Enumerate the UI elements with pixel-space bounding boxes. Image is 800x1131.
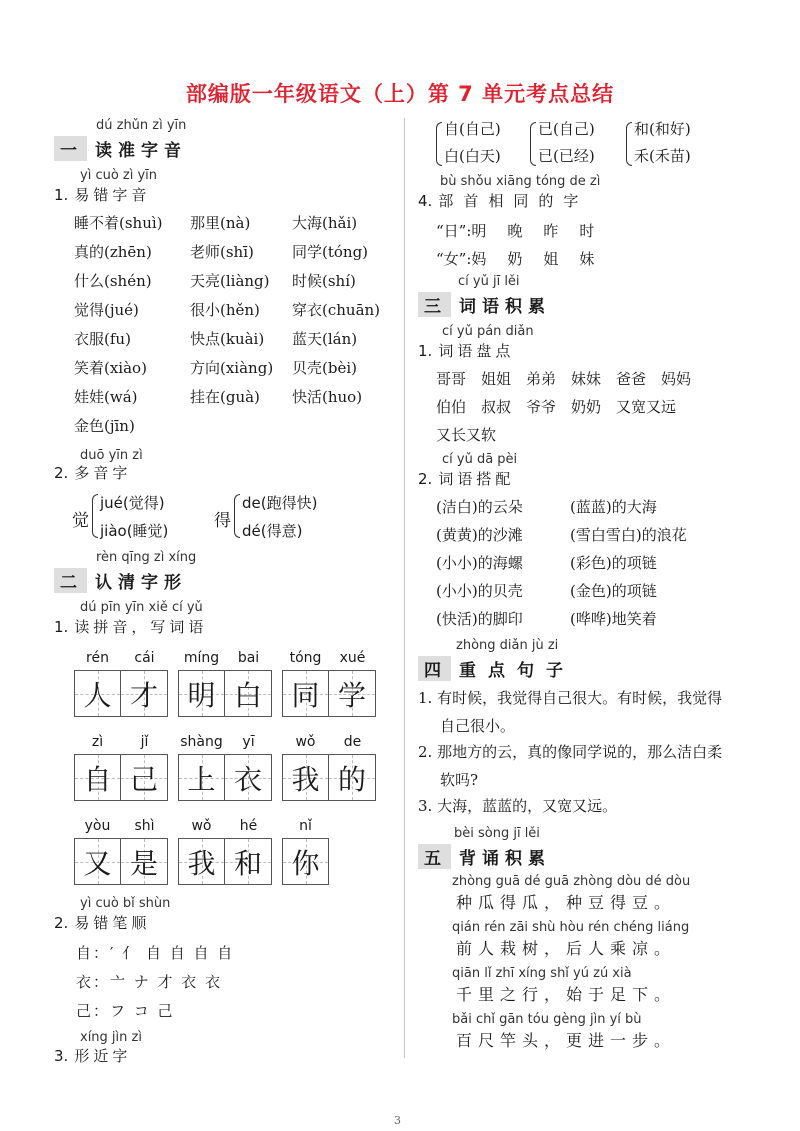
poly-jue-1: jué(觉得) bbox=[100, 494, 165, 512]
sub-1-1-pinyin: yì cuò zì yīn bbox=[80, 168, 158, 183]
word-box bbox=[74, 754, 168, 801]
poly-de-1: de(跑得快) bbox=[242, 494, 318, 512]
brace-sim-3 bbox=[626, 122, 632, 166]
cell-character: 和 bbox=[233, 846, 262, 880]
sub-2-2-title: 易错笔顺 bbox=[74, 914, 151, 932]
cell-character: 同 bbox=[291, 678, 320, 712]
sentence-1-number: 1. bbox=[418, 689, 433, 707]
sub-1-2-pinyin: duō yīn zì bbox=[80, 448, 143, 463]
sub-2-4-pinyin: bù shǒu xiāng tóng de zì bbox=[440, 174, 601, 189]
word-pair: (黄黄)的沙滩 bbox=[436, 526, 523, 544]
section-3-number: 三 bbox=[418, 292, 451, 317]
sub-3-2-pinyin: cí yǔ dā pèi bbox=[442, 452, 518, 467]
cell-pinyin: yòu bbox=[84, 818, 111, 834]
cell-character: 上 bbox=[187, 762, 216, 796]
sentence-2-line-2: 软吗? bbox=[440, 771, 479, 789]
word-pair: (哗哗)地笑着 bbox=[570, 610, 657, 628]
cell-character: 是 bbox=[129, 846, 158, 880]
sentence-2 bbox=[418, 738, 722, 794]
radical-ri-chars: 明 晚 昨 时 bbox=[471, 222, 598, 240]
section-3-title: 词语积累 bbox=[459, 297, 551, 317]
sub-2-4-heading bbox=[418, 190, 588, 211]
brace-de bbox=[234, 494, 240, 538]
word-pair: (彩色)的项链 bbox=[570, 554, 657, 572]
cell-pinyin: shì bbox=[134, 818, 155, 834]
section-1-heading bbox=[54, 136, 187, 161]
writing-cell bbox=[121, 754, 168, 801]
cell-character: 我 bbox=[187, 846, 216, 880]
section-1-title: 读准字音 bbox=[95, 141, 187, 161]
poem-line: 前人栽树，后人乘凉。 bbox=[456, 939, 677, 958]
word-box bbox=[74, 670, 168, 717]
sub-2-3-pinyin: xíng jìn zì bbox=[80, 1030, 142, 1045]
writing-cell bbox=[74, 754, 121, 801]
cell-character: 我 bbox=[291, 762, 320, 796]
sentence-1-line-1: 有时候，我觉得自己很大。有时候，我觉得 bbox=[437, 689, 723, 707]
word-box bbox=[178, 754, 272, 801]
brace-sim-1 bbox=[436, 122, 442, 166]
page-title: 部编版一年级语文（上）第 7 单元考点总结 bbox=[185, 82, 615, 106]
cell-pinyin: zì bbox=[91, 734, 104, 750]
cell-pinyin: nǐ bbox=[299, 818, 312, 834]
word-pair: (洁白)的云朵 bbox=[436, 498, 523, 516]
sentence-3-line-1: 大海，蓝蓝的，又宽又远。 bbox=[437, 797, 618, 815]
stroke-order-zi: 自：′ 亻 自 自 自 自 bbox=[76, 944, 235, 962]
sub-3-1-pinyin: cí yǔ pán diǎn bbox=[442, 324, 534, 339]
easy-word: 真的(zhēn) bbox=[74, 243, 152, 261]
easy-word: 穿衣(chuān) bbox=[292, 301, 381, 319]
section-4-title: 重点句子 bbox=[459, 661, 575, 681]
writing-cell bbox=[178, 754, 225, 801]
writing-cell bbox=[225, 754, 272, 801]
similar-3a: 和(和好) bbox=[634, 120, 691, 138]
sub-2-1-number: 1. bbox=[54, 618, 69, 636]
cell-character: 己 bbox=[129, 762, 158, 796]
easy-word: 很小(hěn) bbox=[190, 301, 260, 319]
word-box bbox=[178, 670, 272, 717]
word-list-line-3: 又长又软 bbox=[436, 426, 497, 444]
easy-word: 方向(xiàng) bbox=[190, 359, 274, 377]
cell-pinyin: jǐ bbox=[140, 734, 149, 750]
poem-line: 千里之行，始于足下。 bbox=[456, 985, 677, 1004]
cell-character: 自 bbox=[83, 762, 112, 796]
easy-word: 觉得(jué) bbox=[74, 301, 139, 319]
cell-character: 衣 bbox=[233, 762, 262, 796]
cell-character: 人 bbox=[83, 678, 112, 712]
poem-line: 种瓜得瓜，种豆得豆。 bbox=[456, 893, 677, 912]
easy-word: 蓝天(lán) bbox=[292, 330, 358, 348]
sub-2-3-heading bbox=[54, 1045, 131, 1066]
sub-1-1-heading bbox=[54, 184, 150, 205]
easy-word: 时候(shí) bbox=[292, 272, 356, 290]
sub-2-1-heading bbox=[54, 616, 207, 637]
sub-2-2-number: 2. bbox=[54, 914, 69, 932]
easy-word: 娃娃(wá) bbox=[74, 388, 138, 406]
writing-cell bbox=[178, 838, 225, 885]
easy-word: 金色(jīn) bbox=[74, 417, 135, 435]
cell-character: 学 bbox=[337, 678, 366, 712]
poem-pinyin: qián rén zāi shù hòu rén chéng liáng bbox=[452, 920, 690, 935]
easy-word: 衣服(fu) bbox=[74, 330, 131, 348]
sub-2-2-heading bbox=[54, 912, 150, 933]
sub-3-2-title: 词语搭配 bbox=[438, 470, 515, 488]
cell-pinyin: cái bbox=[134, 650, 155, 666]
sentence-2-number: 2. bbox=[418, 743, 433, 761]
word-pair: (雪白雪白)的浪花 bbox=[570, 526, 687, 544]
similar-2b: 已(已经) bbox=[538, 147, 595, 165]
poly-char-de: 得 bbox=[214, 511, 231, 531]
sub-3-2-number: 2. bbox=[418, 470, 433, 488]
poem-pinyin: qiān lǐ zhī xíng shǐ yú zú xià bbox=[452, 966, 632, 981]
section-2-title: 认清字形 bbox=[95, 573, 187, 593]
writing-cell bbox=[178, 670, 225, 717]
cell-pinyin: rén bbox=[86, 650, 109, 666]
section-4-pinyin: zhòng diǎn jù zi bbox=[456, 638, 559, 653]
easy-word: 贝壳(bèi) bbox=[292, 359, 357, 377]
cell-character: 的 bbox=[337, 762, 366, 796]
word-pair: (快活)的脚印 bbox=[436, 610, 523, 628]
poly-char-jue: 觉 bbox=[72, 511, 89, 531]
easy-word: 快活(huo) bbox=[292, 388, 363, 406]
word-pair: (金色)的项链 bbox=[570, 582, 657, 600]
sub-3-1-number: 1. bbox=[418, 342, 433, 360]
section-4-heading bbox=[418, 656, 575, 681]
cell-pinyin: de bbox=[343, 734, 362, 750]
section-3-pinyin: cí yǔ jī lěi bbox=[458, 274, 520, 289]
writing-cell bbox=[282, 670, 329, 717]
stroke-order-ji: 己：フ コ 己 bbox=[76, 1002, 175, 1020]
word-box bbox=[282, 838, 329, 885]
section-3-heading bbox=[418, 292, 551, 317]
sub-2-1-pinyin: dú pīn yīn xiě cí yǔ bbox=[80, 600, 203, 615]
sub-2-4-number: 4. bbox=[418, 192, 433, 210]
cell-pinyin: bai bbox=[237, 650, 260, 666]
poem-line: 百尺竿头，更进一步。 bbox=[456, 1031, 677, 1050]
brace-sim-2 bbox=[530, 122, 536, 166]
cell-pinyin: tóng bbox=[289, 650, 322, 666]
brace-jue bbox=[92, 494, 98, 538]
easy-word: 那里(nà) bbox=[190, 214, 251, 232]
writing-cell bbox=[121, 670, 168, 717]
cell-character: 明 bbox=[187, 678, 216, 712]
sub-2-2-pinyin: yì cuò bǐ shùn bbox=[80, 896, 171, 911]
easy-word: 同学(tóng) bbox=[292, 243, 369, 261]
section-5-pinyin: bèi sòng jī lěi bbox=[454, 826, 540, 841]
page-number: 3 bbox=[394, 1114, 401, 1127]
easy-word: 天亮(liàng) bbox=[190, 272, 270, 290]
sub-3-2-heading bbox=[418, 468, 514, 489]
cell-pinyin: hé bbox=[239, 818, 258, 834]
cell-pinyin: míng bbox=[183, 650, 220, 666]
section-5-heading bbox=[418, 844, 551, 869]
section-5-number: 五 bbox=[418, 844, 451, 869]
writing-cell bbox=[282, 754, 329, 801]
similar-3b: 禾(禾苗) bbox=[634, 147, 691, 165]
writing-cell bbox=[329, 754, 376, 801]
cell-pinyin: wǒ bbox=[191, 818, 212, 834]
writing-cell bbox=[225, 670, 272, 717]
word-box bbox=[178, 838, 272, 885]
easy-word: 睡不着(shuì) bbox=[74, 214, 163, 232]
sentence-3-number: 3. bbox=[418, 797, 433, 815]
writing-cell bbox=[329, 670, 376, 717]
section-2-number: 二 bbox=[54, 568, 87, 593]
sub-1-1-number: 1. bbox=[54, 186, 69, 204]
sub-2-4-title: 部首相同的字 bbox=[438, 192, 589, 210]
poem-pinyin: zhòng guā dé guā zhòng dòu dé dòu bbox=[452, 874, 691, 889]
cell-character: 白 bbox=[233, 678, 262, 712]
word-list-line-1: 哥哥 姐姐 弟弟 妹妹 爸爸 妈妈 bbox=[436, 370, 692, 388]
sub-1-1-title: 易错字音 bbox=[74, 186, 151, 204]
word-list-line-2: 伯伯 叔叔 爷爷 奶奶 又宽又远 bbox=[436, 398, 677, 416]
sub-1-2-number: 2. bbox=[54, 464, 69, 482]
easy-word: 挂在(guà) bbox=[190, 388, 260, 406]
word-pair: (蓝蓝)的大海 bbox=[570, 498, 657, 516]
sub-1-2-heading bbox=[54, 462, 131, 483]
similar-1a: 自(自己) bbox=[444, 120, 501, 138]
easy-word: 老师(shī) bbox=[190, 243, 254, 261]
sub-2-3-number: 3. bbox=[54, 1047, 69, 1065]
cell-pinyin: yī bbox=[242, 734, 255, 750]
writing-cell bbox=[225, 838, 272, 885]
similar-2a: 已(自己) bbox=[538, 120, 595, 138]
writing-cell bbox=[121, 838, 168, 885]
cell-pinyin: wǒ bbox=[295, 734, 316, 750]
similar-1b: 白(白天) bbox=[444, 147, 501, 165]
sub-3-1-title: 词语盘点 bbox=[438, 342, 515, 360]
word-box bbox=[282, 754, 376, 801]
easy-word: 快点(kuài) bbox=[190, 330, 265, 348]
word-box bbox=[282, 670, 376, 717]
poem-pinyin: bǎi chǐ gān tóu gèng jìn yí bù bbox=[452, 1012, 642, 1027]
sub-3-1-heading bbox=[418, 340, 514, 361]
word-pair: (小小)的贝壳 bbox=[436, 582, 523, 600]
cell-character: 你 bbox=[291, 846, 320, 880]
easy-word: 大海(hǎi) bbox=[292, 214, 358, 232]
section-1-number: 一 bbox=[54, 136, 87, 161]
cell-pinyin: shàng bbox=[180, 734, 223, 750]
radical-ri-label: “日”: bbox=[436, 222, 472, 240]
poly-de-2: dé(得意) bbox=[242, 522, 303, 540]
writing-cell bbox=[74, 838, 121, 885]
easy-word: 什么(shén) bbox=[74, 272, 152, 290]
sub-2-1-title: 读拼音，写词语 bbox=[74, 618, 208, 636]
sentence-1 bbox=[418, 684, 722, 740]
writing-cell bbox=[74, 670, 121, 717]
radical-nv-label: “女”: bbox=[436, 250, 472, 268]
sentence-1-line-2: 自己很小。 bbox=[440, 717, 516, 735]
section-5-title: 背诵积累 bbox=[459, 849, 551, 869]
cell-character: 才 bbox=[129, 678, 158, 712]
sentence-2-line-1: 那地方的云，真的像同学说的，那么洁白柔 bbox=[437, 743, 723, 761]
easy-word: 笑着(xiào) bbox=[74, 359, 147, 377]
writing-cell bbox=[282, 838, 329, 885]
sub-1-2-title: 多音字 bbox=[74, 464, 132, 482]
radical-nv-row bbox=[436, 248, 597, 269]
poly-jue-2: jiào(睡觉) bbox=[100, 522, 169, 540]
sub-2-3-title: 形近字 bbox=[74, 1047, 132, 1065]
word-pair: (小小)的海螺 bbox=[436, 554, 523, 572]
word-box bbox=[74, 838, 168, 885]
section-2-pinyin: rèn qīng zì xíng bbox=[96, 550, 197, 565]
radical-ri-row bbox=[436, 220, 597, 241]
cell-pinyin: xué bbox=[339, 650, 366, 666]
column-divider bbox=[404, 118, 405, 1058]
section-1-pinyin: dú zhǔn zì yīn bbox=[96, 118, 187, 133]
cell-character: 又 bbox=[83, 846, 112, 880]
section-4-number: 四 bbox=[418, 656, 451, 681]
section-2-heading bbox=[54, 568, 187, 593]
radical-nv-chars: 妈 奶 姐 妹 bbox=[471, 250, 598, 268]
sentence-3 bbox=[418, 792, 617, 820]
stroke-order-yi: 衣：亠 ナ 才 衣 衣 bbox=[76, 973, 223, 991]
